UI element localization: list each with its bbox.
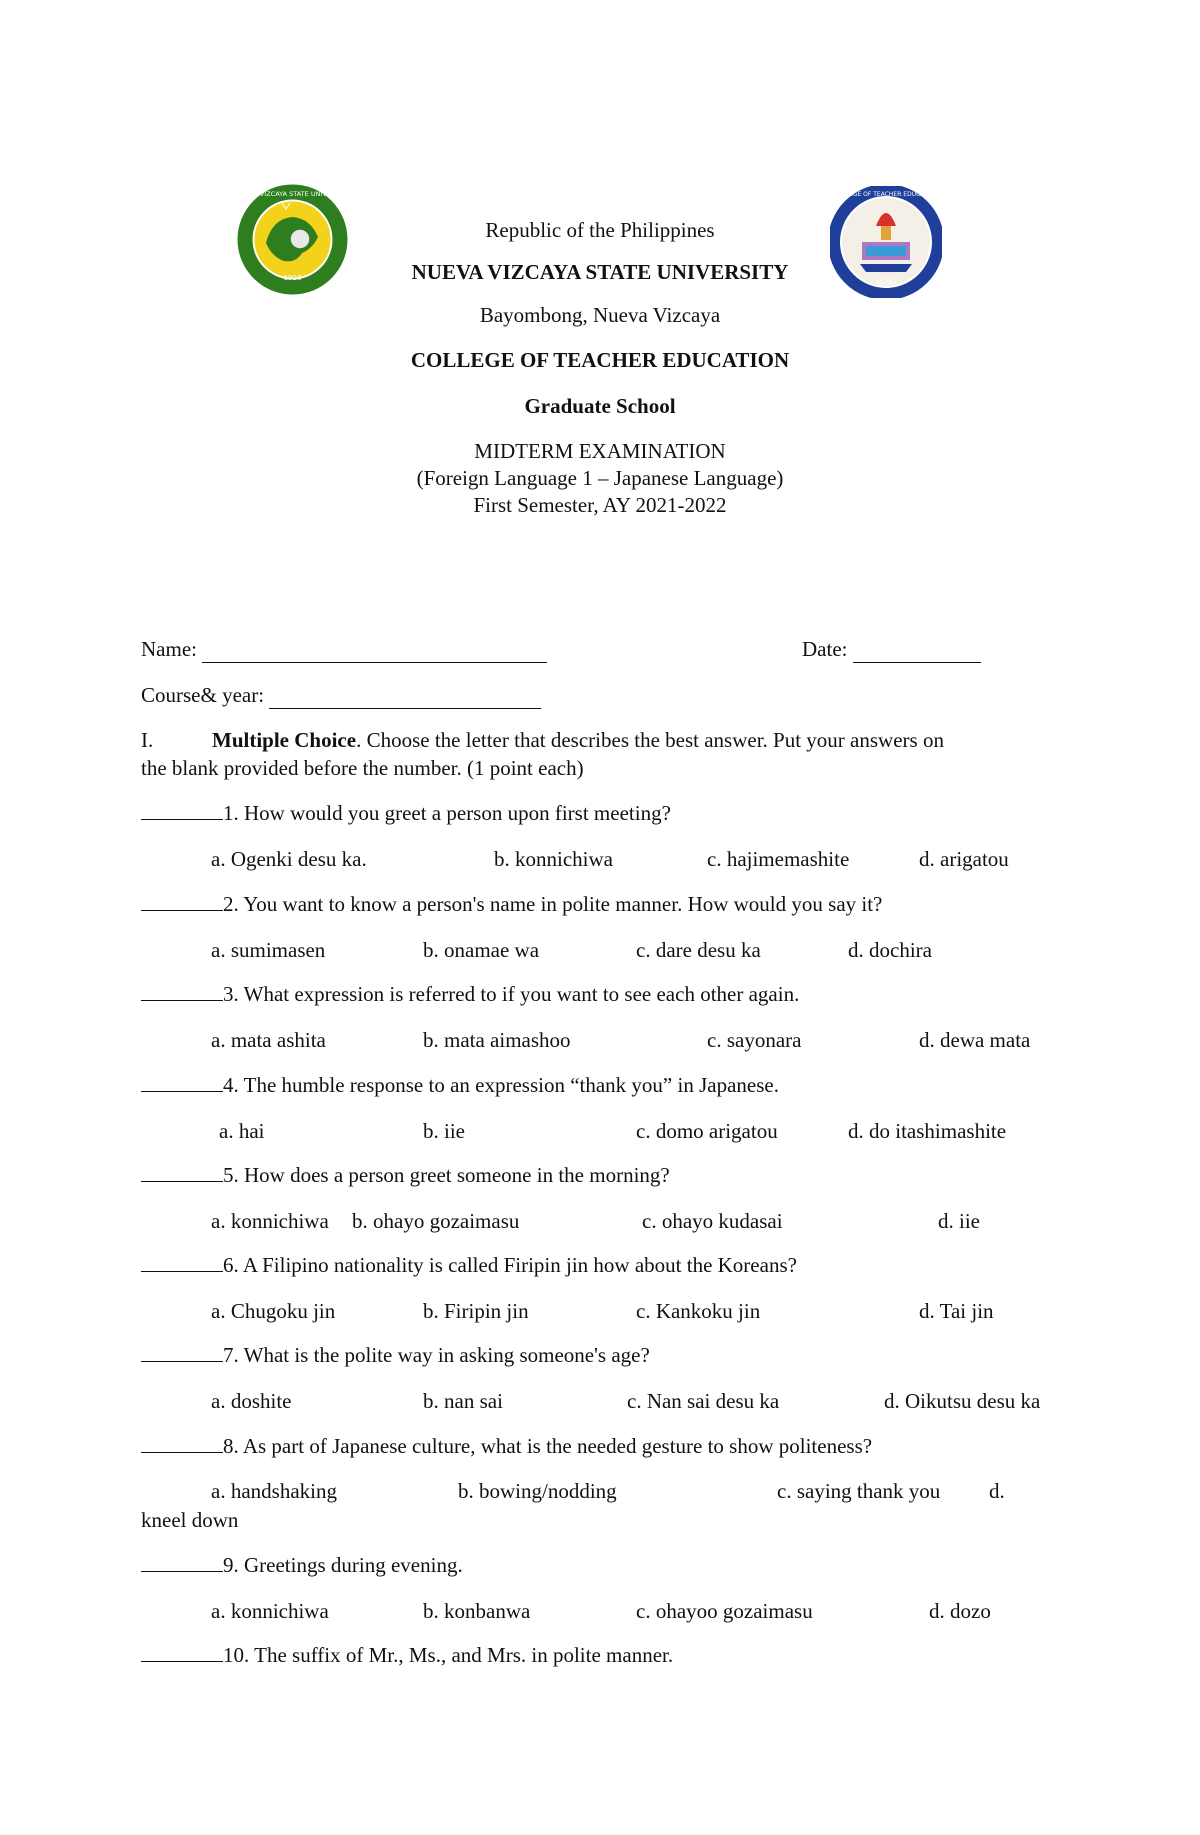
location-line: Bayombong, Nueva Vizcaya: [479, 303, 721, 327]
choice: d. do itashimashite: [848, 1119, 1007, 1143]
choice: a. Chugoku jin: [211, 1299, 336, 1323]
nvsu-seal-year: 1916: [283, 274, 302, 282]
question-10: [141, 1642, 673, 1668]
answer-blank[interactable]: [141, 1000, 223, 1001]
term-line: First Semester, AY 2021-2022: [473, 493, 727, 517]
choice: d. Tai jin: [919, 1299, 994, 1323]
course-year-field[interactable]: [141, 682, 541, 709]
nvsu-seal-text: NUEVA VIZCAYA STATE UNIVERSITY: [236, 190, 349, 198]
name-blank[interactable]: [202, 636, 547, 663]
choice: b. mata aimashoo: [423, 1028, 571, 1052]
question-3: [141, 981, 799, 1007]
name-label: Name:: [141, 637, 197, 661]
question-2: [141, 891, 882, 917]
question-text: 1. How would you greet a person upon first meeting?: [223, 801, 671, 825]
question-text: 7. What is the polite way in asking someone's age?: [223, 1343, 650, 1367]
answer-blank[interactable]: [141, 910, 223, 911]
choice: d. arigatou: [919, 847, 1009, 871]
choice: c. ohayoo gozaimasu: [636, 1599, 813, 1623]
question-1: [141, 800, 671, 826]
section-instructions-text: . Choose the letter that describes the best answer. Put your answers on: [356, 728, 944, 752]
choice: d. dozo: [929, 1599, 991, 1623]
name-field[interactable]: [141, 636, 547, 663]
choice: a. hai: [219, 1119, 265, 1143]
choice: d.: [989, 1479, 1005, 1503]
cte-logo-text: COLLEGE OF TEACHER EDUCATION: [833, 191, 939, 198]
choice: b. Firipin jin: [423, 1299, 529, 1323]
choice: a. mata ashita: [211, 1028, 326, 1052]
choice: c. ohayo kudasai: [642, 1209, 783, 1233]
choice: a. doshite: [211, 1389, 292, 1413]
country-line: Republic of the Philippines: [485, 218, 715, 242]
choice: d. dewa mata: [919, 1028, 1031, 1052]
choice: a. konnichiwa: [211, 1599, 329, 1623]
date-blank[interactable]: [853, 636, 981, 663]
choice: b. nan sai: [423, 1389, 503, 1413]
cte-logo-abbr: NVSU: [876, 278, 896, 286]
choice: a. handshaking: [211, 1479, 337, 1503]
answer-blank[interactable]: [141, 819, 223, 820]
subject-line: (Foreign Language 1 – Japanese Language): [416, 466, 784, 490]
answer-blank[interactable]: [141, 1271, 223, 1272]
choice: b. onamae wa: [423, 938, 540, 962]
choice: d. iie: [938, 1209, 980, 1233]
choice: d. dochira: [848, 938, 932, 962]
choice: a. konnichiwa: [211, 1209, 329, 1233]
section-number: I.: [141, 728, 154, 752]
choice: c. Kankoku jin: [636, 1299, 761, 1323]
question-5: [141, 1162, 670, 1188]
answer-blank[interactable]: [141, 1091, 223, 1092]
choice: c. saying thank you: [777, 1479, 941, 1503]
answer-blank[interactable]: [141, 1661, 223, 1662]
question-text: 6. A Filipino nationality is called Firipin jin how about the Koreans?: [223, 1253, 797, 1277]
question-text: 9. Greetings during evening.: [223, 1553, 463, 1577]
school-name: Graduate School: [524, 394, 676, 418]
question-text: 3. What expression is referred to if you want to see each other again.: [223, 982, 800, 1006]
answer-blank[interactable]: [141, 1181, 223, 1182]
choice: b. ohayo gozaimasu: [352, 1209, 520, 1233]
choice: c. Nan sai desu ka: [627, 1389, 780, 1413]
course-year-blank[interactable]: [269, 682, 541, 709]
question-text: 2. You want to know a person's name in polite manner. How would you say it?: [223, 892, 883, 916]
choice: c. domo arigatou: [636, 1119, 778, 1143]
choice: a. Ogenki desu ka.: [211, 847, 367, 871]
choice: c. hajimemashite: [707, 847, 850, 871]
university-name: NUEVA VIZCAYA STATE UNIVERSITY: [411, 260, 789, 284]
section-instructions-line-1: [212, 727, 944, 753]
question-4: [141, 1072, 779, 1098]
question-text: 10. The suffix of Mr., Ms., and Mrs. in polite manner.: [223, 1643, 674, 1667]
answer-blank[interactable]: [141, 1361, 223, 1362]
question-8: [141, 1433, 872, 1459]
answer-blank[interactable]: [141, 1452, 223, 1453]
choice: b. iie: [423, 1119, 465, 1143]
answer-blank[interactable]: [141, 1571, 223, 1572]
question-text: 4. The humble response to an expression “thank you” in Japanese.: [223, 1073, 779, 1097]
section-instructions-line-2: the blank provided before the number. (1 point each): [141, 756, 584, 780]
course-year-label: Course& year:: [141, 683, 265, 707]
choice: b. konbanwa: [423, 1599, 531, 1623]
question-9: [141, 1552, 463, 1578]
choice: d. Oikutsu desu ka: [884, 1389, 1041, 1413]
choice: a. sumimasen: [211, 938, 326, 962]
section-title: Multiple Choice: [212, 728, 357, 752]
question-text: 5. How does a person greet someone in the morning?: [223, 1163, 670, 1187]
question-7: [141, 1342, 650, 1368]
choice: c. sayonara: [707, 1028, 802, 1052]
date-field[interactable]: [802, 636, 981, 663]
question-text: 8. As part of Japanese culture, what is the needed gesture to show politeness?: [223, 1434, 873, 1458]
question-6: [141, 1252, 797, 1278]
college-name: COLLEGE OF TEACHER EDUCATION: [410, 348, 790, 372]
exam-title: MIDTERM EXAMINATION: [474, 439, 726, 463]
choice: b. bowing/nodding: [458, 1479, 617, 1503]
choice: c. dare desu ka: [636, 938, 761, 962]
choice-continuation: kneel down: [141, 1508, 239, 1532]
choice: b. konnichiwa: [494, 847, 613, 871]
date-label: Date:: [802, 637, 848, 661]
